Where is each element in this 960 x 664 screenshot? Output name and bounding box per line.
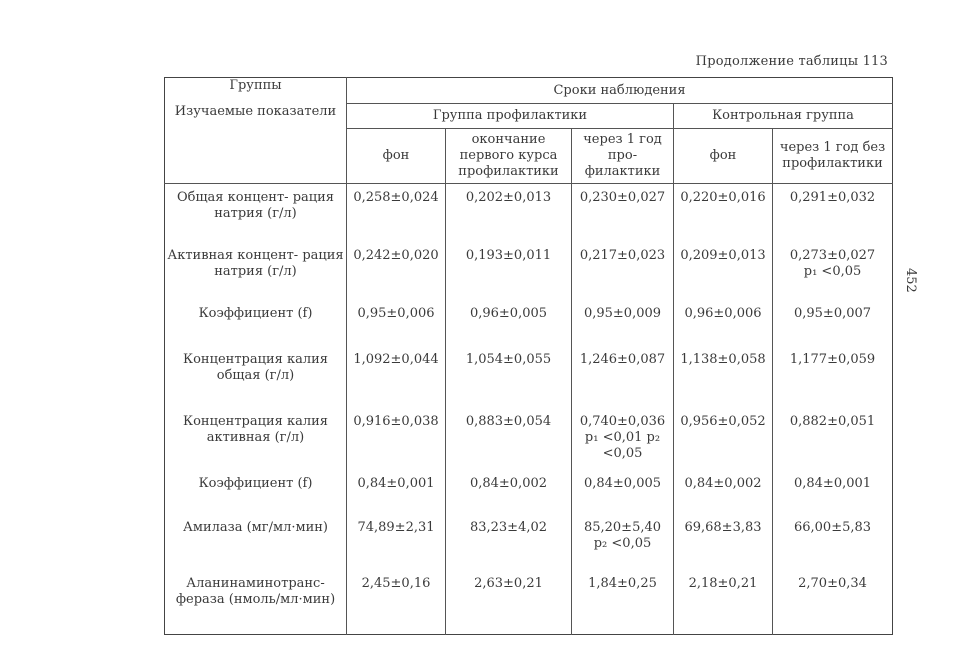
table-cell: 2,45±0,16 [347, 570, 446, 635]
table-cell: 0,956±0,052 [674, 408, 773, 470]
table-cell: 1,138±0,058 [674, 346, 773, 408]
table-row [165, 242, 893, 300]
table-cell: 2,70±0,34 [773, 570, 893, 635]
significance-note: p₁ <0,01 p₂ <0,05 [584, 430, 661, 461]
table-cell: 2,63±0,21 [446, 570, 572, 635]
table-cell: 0,273±0,027 p₁ <0,05 [773, 242, 893, 300]
table-cell: 0,95±0,007 [773, 300, 893, 346]
significance-note: p₁ <0,05 [803, 264, 862, 279]
row-label: Амилаза (мг/мл·мин) [183, 520, 328, 535]
data-table [164, 77, 893, 635]
prophylaxis-group-header: Группа профилактики [347, 104, 674, 129]
table-cell: 0,84±0,002 [446, 470, 572, 514]
row-label: Коэффициент (f) [198, 476, 313, 491]
table-cell: 0,209±0,013 [674, 242, 773, 300]
indicators-header: Изучаемые показатели [165, 104, 347, 184]
table-cell: 1,246±0,087 [572, 346, 674, 408]
table-cell: 0,217±0,023 [572, 242, 674, 300]
table-cell: 0,84±0,001 [773, 470, 893, 514]
table-row [165, 570, 893, 635]
table-cell: 0,96±0,006 [674, 300, 773, 346]
column-header: окончание первого курса профилактики [446, 129, 572, 184]
table-caption: Продолжение таблицы 113 [695, 54, 888, 69]
row-label: Концентрация калия общая (г/л) [183, 352, 328, 383]
table-row [165, 470, 893, 514]
table-cell: 0,84±0,005 [572, 470, 674, 514]
table-row [165, 346, 893, 408]
table-cell: 0,258±0,024 [347, 184, 446, 243]
table-cell: 0,202±0,013 [446, 184, 572, 243]
column-header: фон [674, 129, 773, 184]
groups-header: Группы [229, 78, 282, 93]
table-cell: 0,882±0,051 [773, 408, 893, 470]
table-row [165, 408, 893, 470]
table-cell: 0,230±0,027 [572, 184, 674, 243]
table-cell: 0,193±0,011 [446, 242, 572, 300]
table-row [165, 300, 893, 346]
table-cell: 0,96±0,005 [446, 300, 572, 346]
observation-terms-header: Сроки наблюдения [347, 78, 893, 104]
table-cell: 0,84±0,002 [674, 470, 773, 514]
table-cell: 85,20±5,40 p₂ <0,05 [572, 514, 674, 570]
row-label: Общая концент- рация натрия (г/л) [176, 190, 334, 221]
table-cell: 0,291±0,032 [773, 184, 893, 243]
table-cell: 69,68±3,83 [674, 514, 773, 570]
table-row [165, 184, 893, 243]
column-header: через 1 год про- филактики [572, 129, 674, 184]
table-row [165, 514, 893, 570]
table-cell: 0,84±0,001 [347, 470, 446, 514]
row-label: Концентрация калия активная (г/л) [183, 414, 328, 445]
table-cell: 74,89±2,31 [347, 514, 446, 570]
table-cell: 66,00±5,83 [773, 514, 893, 570]
table-cell: 83,23±4,02 [446, 514, 572, 570]
row-label: Аланинаминотранс- фераза (нмоль/мл·мин) [175, 576, 336, 607]
table-cell: 0,740±0,036 p₁ <0,01 p₂ <0,05 [572, 408, 674, 470]
significance-note: p₂ <0,05 [593, 536, 652, 551]
table-cell: 0,220±0,016 [674, 184, 773, 243]
table-cell: 0,95±0,006 [347, 300, 446, 346]
table-cell: 0,883±0,054 [446, 408, 572, 470]
row-label: Активная концент- рация натрия (г/л) [167, 248, 344, 279]
page-number: 452 [903, 268, 918, 293]
table-cell: 0,916±0,038 [347, 408, 446, 470]
table-cell: 0,95±0,009 [572, 300, 674, 346]
table-cell: 2,18±0,21 [674, 570, 773, 635]
table-cell: 1,84±0,25 [572, 570, 674, 635]
control-group-header: Контрольная группа [674, 104, 893, 129]
column-header: фон [347, 129, 446, 184]
column-header: через 1 год без профилактики [773, 129, 893, 184]
row-label: Коэффициент (f) [198, 306, 313, 321]
table-cell: 1,054±0,055 [446, 346, 572, 408]
table-cell: 0,242±0,020 [347, 242, 446, 300]
table-cell: 1,177±0,059 [773, 346, 893, 408]
table-cell: 1,092±0,044 [347, 346, 446, 408]
